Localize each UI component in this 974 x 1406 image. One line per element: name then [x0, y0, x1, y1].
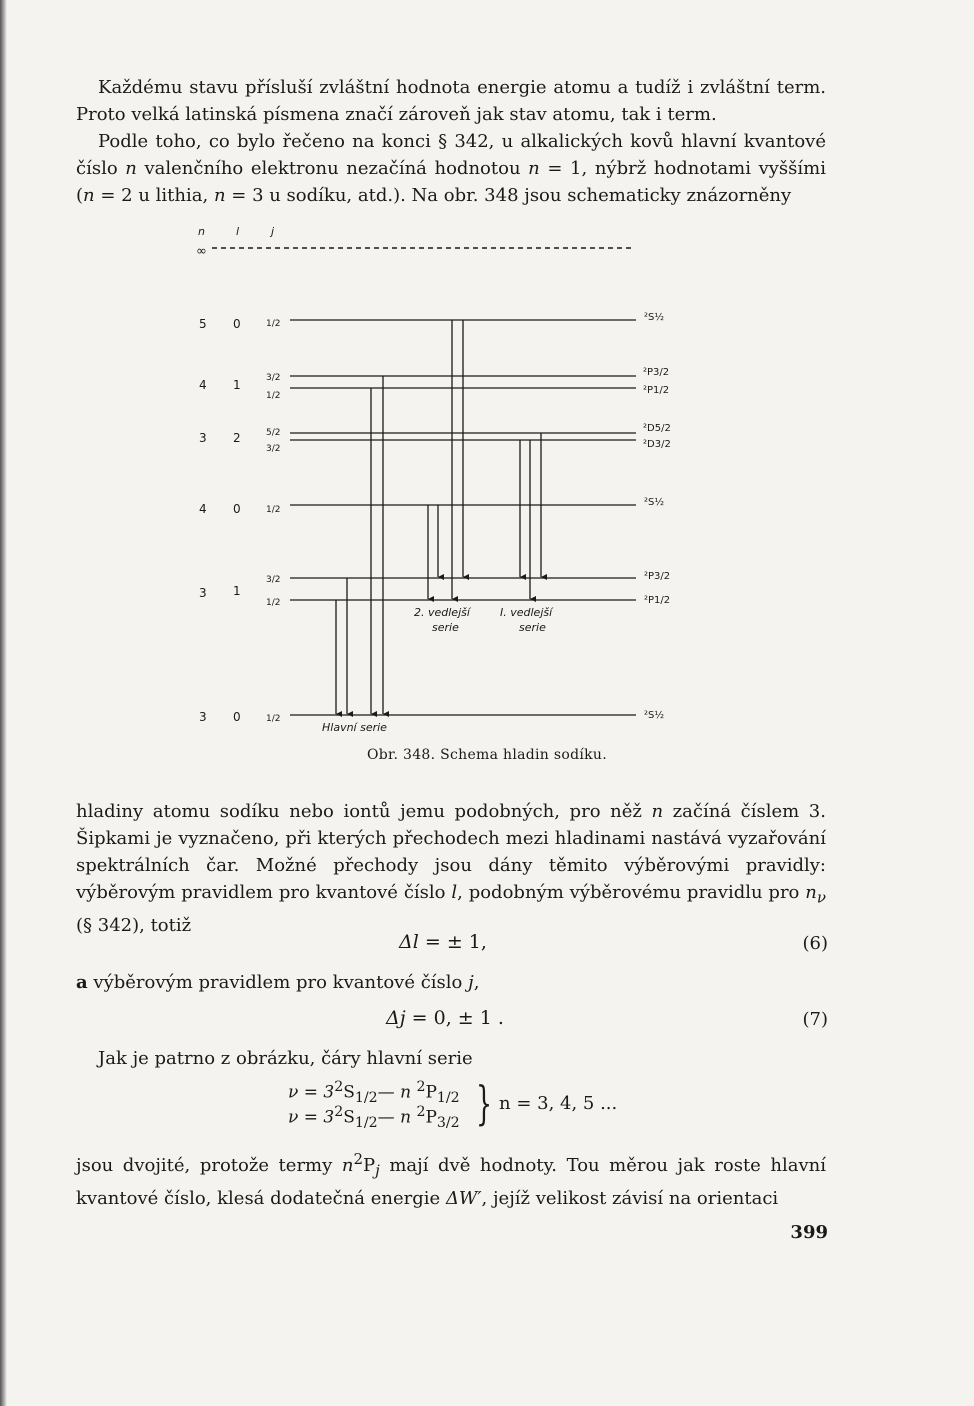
term-label-5s: ²S½	[644, 312, 665, 323]
level-3p-n: 3	[199, 586, 207, 600]
series-eq2-mid: — n	[377, 1107, 412, 1128]
equation-6	[399, 931, 487, 953]
term-label-4p-3-2: ²P3/2	[643, 367, 670, 378]
p4-text-a: a	[76, 972, 88, 993]
series-eq1-sup1: 2	[334, 1079, 344, 1095]
p2-text-c: = 1, nýbrž hodnotami vyššími (	[76, 158, 826, 206]
level-3d-n: 3	[199, 431, 207, 445]
p2-text-e: = 3 u sodíku, atd.). Na obr. 348 jsou schematicky znázorněny	[231, 185, 792, 206]
header-n: n	[198, 225, 205, 238]
level-5s-j: 1/2	[266, 319, 281, 329]
series-eq2-sub1: 1/2	[354, 1115, 378, 1132]
equation-6-number: (6)	[802, 933, 828, 954]
level-4s-j: 1/2	[266, 505, 281, 515]
p6-text-c: , jejíž velikost závisí na orientaci	[481, 1187, 779, 1209]
p6-text-a: jsou dvojité, protože termy	[76, 1155, 333, 1176]
paragraph-5	[76, 1045, 826, 1072]
p3-text-a: hladiny atomu sodíku nebo iontů jemu podobných, pro něž	[76, 801, 642, 822]
term-label-3d-3-2: ²D3/2	[643, 439, 671, 450]
p2-text-d: = 2 u lithia,	[100, 185, 209, 206]
level-4p-n: 4	[199, 378, 207, 392]
series-brace: }	[476, 1076, 493, 1130]
paragraph-2	[76, 128, 826, 209]
symbol-n: n	[125, 158, 137, 179]
term-label-4p-1-2: ²P1/2	[643, 385, 670, 396]
level-3p-l: 1	[233, 584, 241, 598]
series-eq1-pre: ν = 3	[288, 1082, 335, 1103]
series-equation-line-2	[288, 1104, 460, 1131]
term-label-4s: ²S½	[644, 497, 665, 508]
term-label-3d-5-2: ²D5/2	[643, 423, 671, 434]
series-condition: n = 3, 4, 5 ...	[499, 1093, 618, 1114]
level-3p-j-top: 3/2	[266, 575, 281, 585]
label-second-series-line1: 2. vedlejší	[414, 606, 470, 619]
p5-text: Jak je patrno z obrázku, čáry hlavní serie	[98, 1048, 473, 1069]
paragraph-1	[76, 74, 826, 128]
p3-text-d: (§ 342), totiž	[76, 914, 192, 936]
level-3d-l: 2	[233, 431, 241, 445]
label-first-series-line1: I. vedlejší	[500, 606, 553, 619]
series-eq2-S: S	[343, 1107, 355, 1128]
figure-caption: Obr. 348. Schema hladin sodíku.	[367, 747, 607, 763]
paragraph-6	[76, 1146, 826, 1212]
energy-level-diagram	[0, 215, 974, 745]
symbol-term-P: P	[362, 1155, 376, 1176]
symbol-n: n	[528, 158, 540, 179]
level-4s-l: 0	[233, 502, 241, 516]
level-3d-j-top: 5/2	[266, 428, 281, 438]
level-5s-l: 0	[233, 317, 241, 331]
series-equation-line-1	[288, 1079, 460, 1106]
label-second-series-line2: serie	[432, 621, 459, 634]
label-first-series-line2: serie	[519, 621, 546, 634]
series-eq2-sub2: 3/2	[436, 1115, 460, 1132]
series-eq1-sub2: 1/2	[436, 1090, 460, 1107]
series-eq1-sub1: 1/2	[354, 1090, 378, 1107]
level-5s-n: 5	[199, 317, 207, 331]
level-3p-j-bottom: 1/2	[266, 598, 281, 608]
series-eq2-sup2: 2	[416, 1104, 426, 1120]
level-3s-j: 1/2	[266, 714, 281, 724]
equation-7	[386, 1007, 504, 1029]
level-4p-j-bottom: 1/2	[266, 391, 281, 401]
symbol-term-sub: j	[375, 1161, 380, 1180]
p2-text-b: valenčního elektronu nezačíná hodnotou	[144, 158, 521, 179]
symbol-l: l	[451, 882, 458, 903]
symbol-term-sup: 2	[353, 1150, 363, 1168]
symbol-j: j	[468, 972, 474, 993]
eq7-lhs: Δj	[386, 1007, 406, 1029]
term-label-3s: ²S½	[644, 710, 665, 721]
level-3s-n: 3	[199, 710, 207, 724]
p6-text-b: mají dvě hodnoty. Tou měrou jak roste hlavní kvantové číslo, klesá dodatečná energie	[76, 1155, 826, 1209]
eq7-rhs: = 0, ± 1 .	[411, 1007, 504, 1029]
level-3d-j-bottom: 3/2	[266, 444, 281, 454]
header-l: l	[236, 225, 240, 238]
symbol-n: n	[83, 185, 95, 206]
series-eq2-P: P	[425, 1107, 437, 1128]
paragraph-1-text: Každému stavu přísluší zvláštní hodnota energie atomu a tudíž i zvláštní term. Proto velká latinská písmena značí zároveň jak stav atomu, tak i term.	[76, 77, 826, 125]
p4-text-b: výběrovým pravidlem pro kvantové číslo	[93, 972, 463, 993]
paragraph-3	[76, 798, 826, 939]
symbol-n-nu: n	[805, 882, 817, 903]
p3-text-b: začíná číslem 3. Šipkami je vyznačeno, při kterých přechodech mezi hladinami nastává vyzařování spektrálních čar. Možné přechody jsou dány těmito výběrovými pravidly: výběrovým pravidlem pro kvantové číslo	[76, 801, 826, 903]
symbol-n: n	[651, 801, 664, 822]
level-4p-j-top: 3/2	[266, 373, 281, 383]
p3-text-c: , podobným výběrovému pravidlu pro	[457, 882, 800, 903]
level-4s-n: 4	[199, 502, 207, 516]
term-label-3p-3-2: ²P3/2	[644, 571, 671, 582]
header-j: j	[271, 225, 275, 238]
infinity-symbol: ∞	[196, 244, 207, 259]
paragraph-4	[76, 969, 826, 996]
level-3s-l: 0	[233, 710, 241, 724]
symbol-delta-w: ΔW′	[445, 1187, 482, 1209]
symbol-term-n: n	[341, 1155, 354, 1176]
series-eq1-sup2: 2	[416, 1079, 426, 1095]
equation-7-number: (7)	[802, 1009, 828, 1030]
eq6-lhs: Δl	[399, 931, 419, 953]
level-4p-l: 1	[233, 378, 241, 392]
series-eq1-P: P	[425, 1082, 437, 1103]
series-eq1-S: S	[343, 1082, 355, 1103]
series-eq2-pre: ν = 3	[288, 1107, 335, 1128]
label-principal-series: Hlavní serie	[322, 721, 387, 734]
symbol-comma: ,	[473, 972, 480, 993]
series-eq1-mid: — n	[377, 1082, 412, 1103]
p2-text-a: Podle toho, co bylo řečeno na konci § 342, u alkalických kovů hlavní kvantové číslo	[76, 131, 826, 179]
symbol-n: n	[213, 185, 226, 206]
symbol-n-nu-sub: ν	[816, 888, 826, 907]
series-eq2-sup1: 2	[334, 1104, 344, 1120]
eq6-rhs: = ± 1,	[424, 931, 487, 953]
page-number: 399	[790, 1222, 828, 1243]
term-label-3p-1-2: ²P1/2	[644, 595, 671, 606]
